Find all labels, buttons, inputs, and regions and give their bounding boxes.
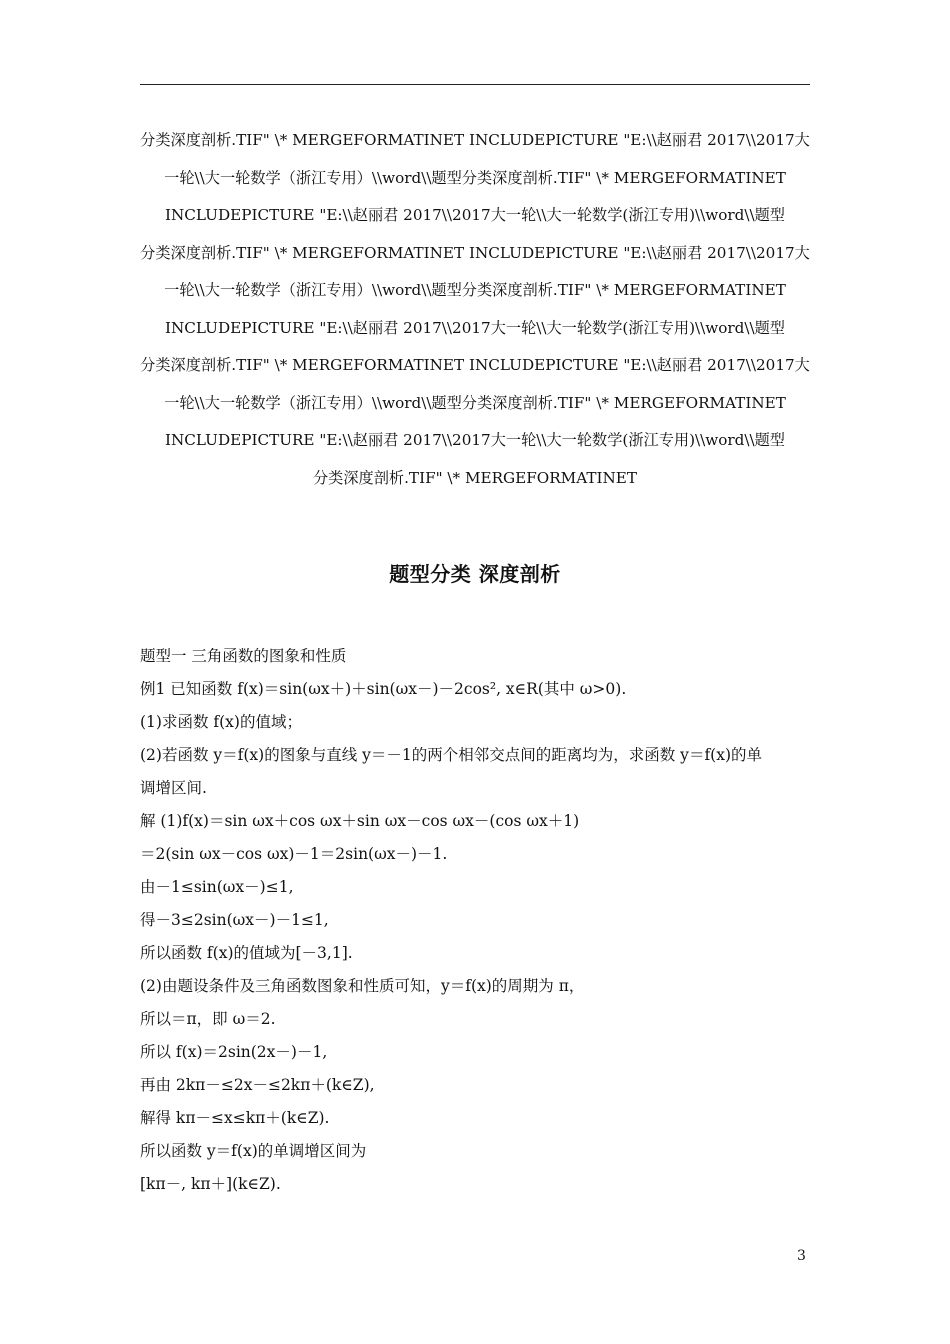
question-part-2: (2)若函数 y＝f(x)的图象与直线 y＝－1的两个相邻交点间的距离均为，求函数 y＝f(x)的单	[140, 746, 763, 764]
example-statement: 例1 已知函数 f(x)＝sin(ωx＋)＋sin(ωx－)－2cos², x∈R(其中 ω>0).	[140, 680, 627, 698]
solution-line: 解得 kπ－≤x≤kπ＋(k∈Z).	[140, 1109, 330, 1127]
field-code-line: 一轮\\大一轮数学（浙江专用）\\word\\题型分类深度剖析.TIF" \* MERGEFORMATINET	[164, 281, 786, 299]
solution-line: 所以 f(x)＝2sin(2x－)－1,	[140, 1043, 328, 1061]
solution-line: 由－1≤sin(ωx－)≤1,	[140, 878, 294, 896]
field-code-line: INCLUDEPICTURE "E:\\赵丽君 2017\\2017大一轮\\大一轮数学(浙江专用)\\word\\题型	[165, 206, 785, 224]
question-part-2-cont: 调增区间.	[140, 779, 207, 797]
solution-line: ＝2(sin ωx－cos ωx)－1＝2sin(ωx－)－1.	[140, 845, 448, 863]
field-code-block	[140, 122, 810, 497]
solution-line: 所以函数 y＝f(x)的单调增区间为	[140, 1142, 367, 1160]
field-code-line: 分类深度剖析.TIF" \* MERGEFORMATINET INCLUDEPICTURE "E:\\赵丽君 2017\\2017大	[140, 131, 810, 149]
page-number: 3	[797, 1248, 806, 1264]
solution-line: 解 (1)f(x)＝sin ωx＋cos ωx＋sin ωx－cos ωx－(cos ωx＋1)	[140, 812, 580, 830]
document-body	[140, 640, 812, 1201]
question-part-1: (1)求函数 f(x)的值域；	[140, 713, 302, 731]
field-code-line: INCLUDEPICTURE "E:\\赵丽君 2017\\2017大一轮\\大一轮数学(浙江专用)\\word\\题型	[165, 431, 785, 449]
solution-line: 所以函数 f(x)的值域为[－3,1].	[140, 944, 353, 962]
solution-line: (2)由题设条件及三角函数图象和性质可知，y＝f(x)的周期为 π，	[140, 977, 585, 995]
field-code-line: 一轮\\大一轮数学（浙江专用）\\word\\题型分类深度剖析.TIF" \* MERGEFORMATINET	[164, 393, 786, 412]
topic-heading: 题型一 三角函数的图象和性质	[140, 647, 347, 665]
solution-line: 再由 2kπ－≤2x－≤2kπ＋(k∈Z),	[140, 1076, 375, 1094]
solution-line: [kπ－, kπ＋](k∈Z).	[140, 1175, 281, 1193]
section-title: 题型分类 深度剖析	[389, 562, 561, 586]
field-code-line: 分类深度剖析.TIF" \* MERGEFORMATINET	[312, 468, 637, 487]
field-code-line: 一轮\\大一轮数学（浙江专用）\\word\\题型分类深度剖析.TIF" \* MERGEFORMATINET	[164, 168, 786, 187]
solution-line: 所以＝π，即 ω＝2.	[140, 1010, 276, 1028]
field-code-line: 分类深度剖析.TIF" \* MERGEFORMATINET INCLUDEPICTURE "E:\\赵丽君 2017\\2017大	[140, 243, 810, 262]
solution-line: 得－3≤2sin(ωx－)－1≤1,	[140, 911, 329, 929]
header-rule	[140, 84, 810, 85]
field-code-line: 分类深度剖析.TIF" \* MERGEFORMATINET INCLUDEPICTURE "E:\\赵丽君 2017\\2017大	[140, 356, 810, 374]
field-code-line: INCLUDEPICTURE "E:\\赵丽君 2017\\2017大一轮\\大一轮数学(浙江专用)\\word\\题型	[165, 318, 785, 337]
